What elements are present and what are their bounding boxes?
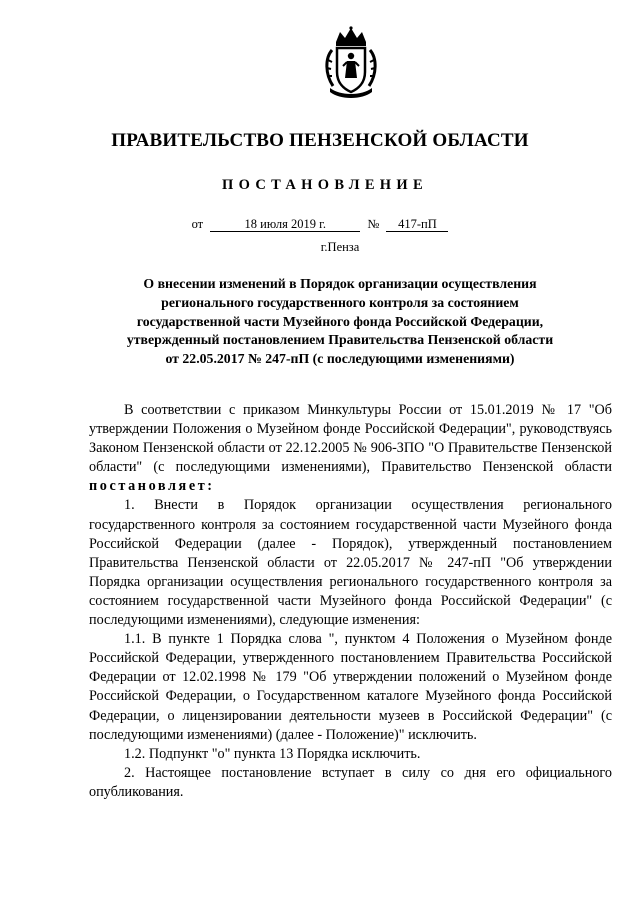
item-1-1: 1.1. В пункте 1 Порядка слова ", пунктом 4 Положения о Музейном фонде Российской Федерации, утвержденного постановлением Правительства Российской Федерации от 12.02.1998 № 179 "Об утверждении положений о Музейном фонде Российской Федерации, о Государственном каталоге Музейного фонда Российской Федерации, о лицензировании деятельности музеев в Российской Федерации" (с последующими изменениями) (далее - Положение)" исключить. bbox=[89, 631, 612, 743]
decree-word: постановляет: bbox=[89, 478, 215, 495]
preamble-text: В соответствии с приказом Минкультуры России от 15.01.2019 № 17 "Об утверждении Положения о Музейном фонде Российской Федерации", руководствуясь Законом Пензенской области от 22.12.2005 № 906-ЗПО "О Правительстве Пензенской области" (с последующими изменениями), Правительство Пензенской области bbox=[89, 402, 612, 476]
document-date: 18 июля 2019 г. bbox=[210, 217, 360, 232]
date-prefix: от bbox=[191, 217, 204, 231]
heading-line: О внесении изменений в Порядок организации осуществления bbox=[143, 276, 537, 291]
coat-of-arms-icon bbox=[322, 26, 380, 100]
heading-line: регионального государственного контроля за состоянием bbox=[161, 294, 519, 310]
document-number: 417-пП bbox=[386, 217, 448, 232]
city: г.Пенза bbox=[320, 240, 360, 254]
document-body bbox=[89, 401, 612, 802]
heading-line: утвержденный постановлением Правительства Пензенской области bbox=[126, 332, 554, 348]
item-2: 2. Настоящее постановление вступает в силу со дня его официального опубликования. bbox=[89, 764, 612, 800]
heading-line: государственной части Музейного фонда Российской Федерации, bbox=[136, 313, 544, 329]
preamble-paragraph bbox=[89, 401, 612, 496]
organization-title: ПРАВИТЕЛЬСТВО ПЕНЗЕНСКОЙ ОБЛАСТИ bbox=[111, 130, 529, 151]
heading-line: от 22.05.2017 № 247-пП (с последующими изменениями) bbox=[165, 351, 515, 367]
document-heading bbox=[100, 275, 580, 369]
number-prefix: № bbox=[367, 217, 380, 231]
document-type: ПОСТАНОВЛЕНИЕ bbox=[222, 177, 428, 193]
date-number-line bbox=[0, 217, 640, 232]
item-1-2: 1.2. Подпункт "о" пункта 13 Порядка исключить. bbox=[124, 745, 421, 762]
item-1: 1. Внести в Порядок организации осуществления регионального государственного контроля за состоянием государственной части Музейного фонда Российской Федерации (далее - Порядок), утвержденный постановлением Правительства Пензенской области от 22.05.2017 № 247-пП "Об утверждении Порядка организации осуществления регионального государственного контроля за состоянием государственной части Музейного фонда Российской Федерации" (с последующими изменениями), следующие изменения: bbox=[89, 497, 612, 629]
